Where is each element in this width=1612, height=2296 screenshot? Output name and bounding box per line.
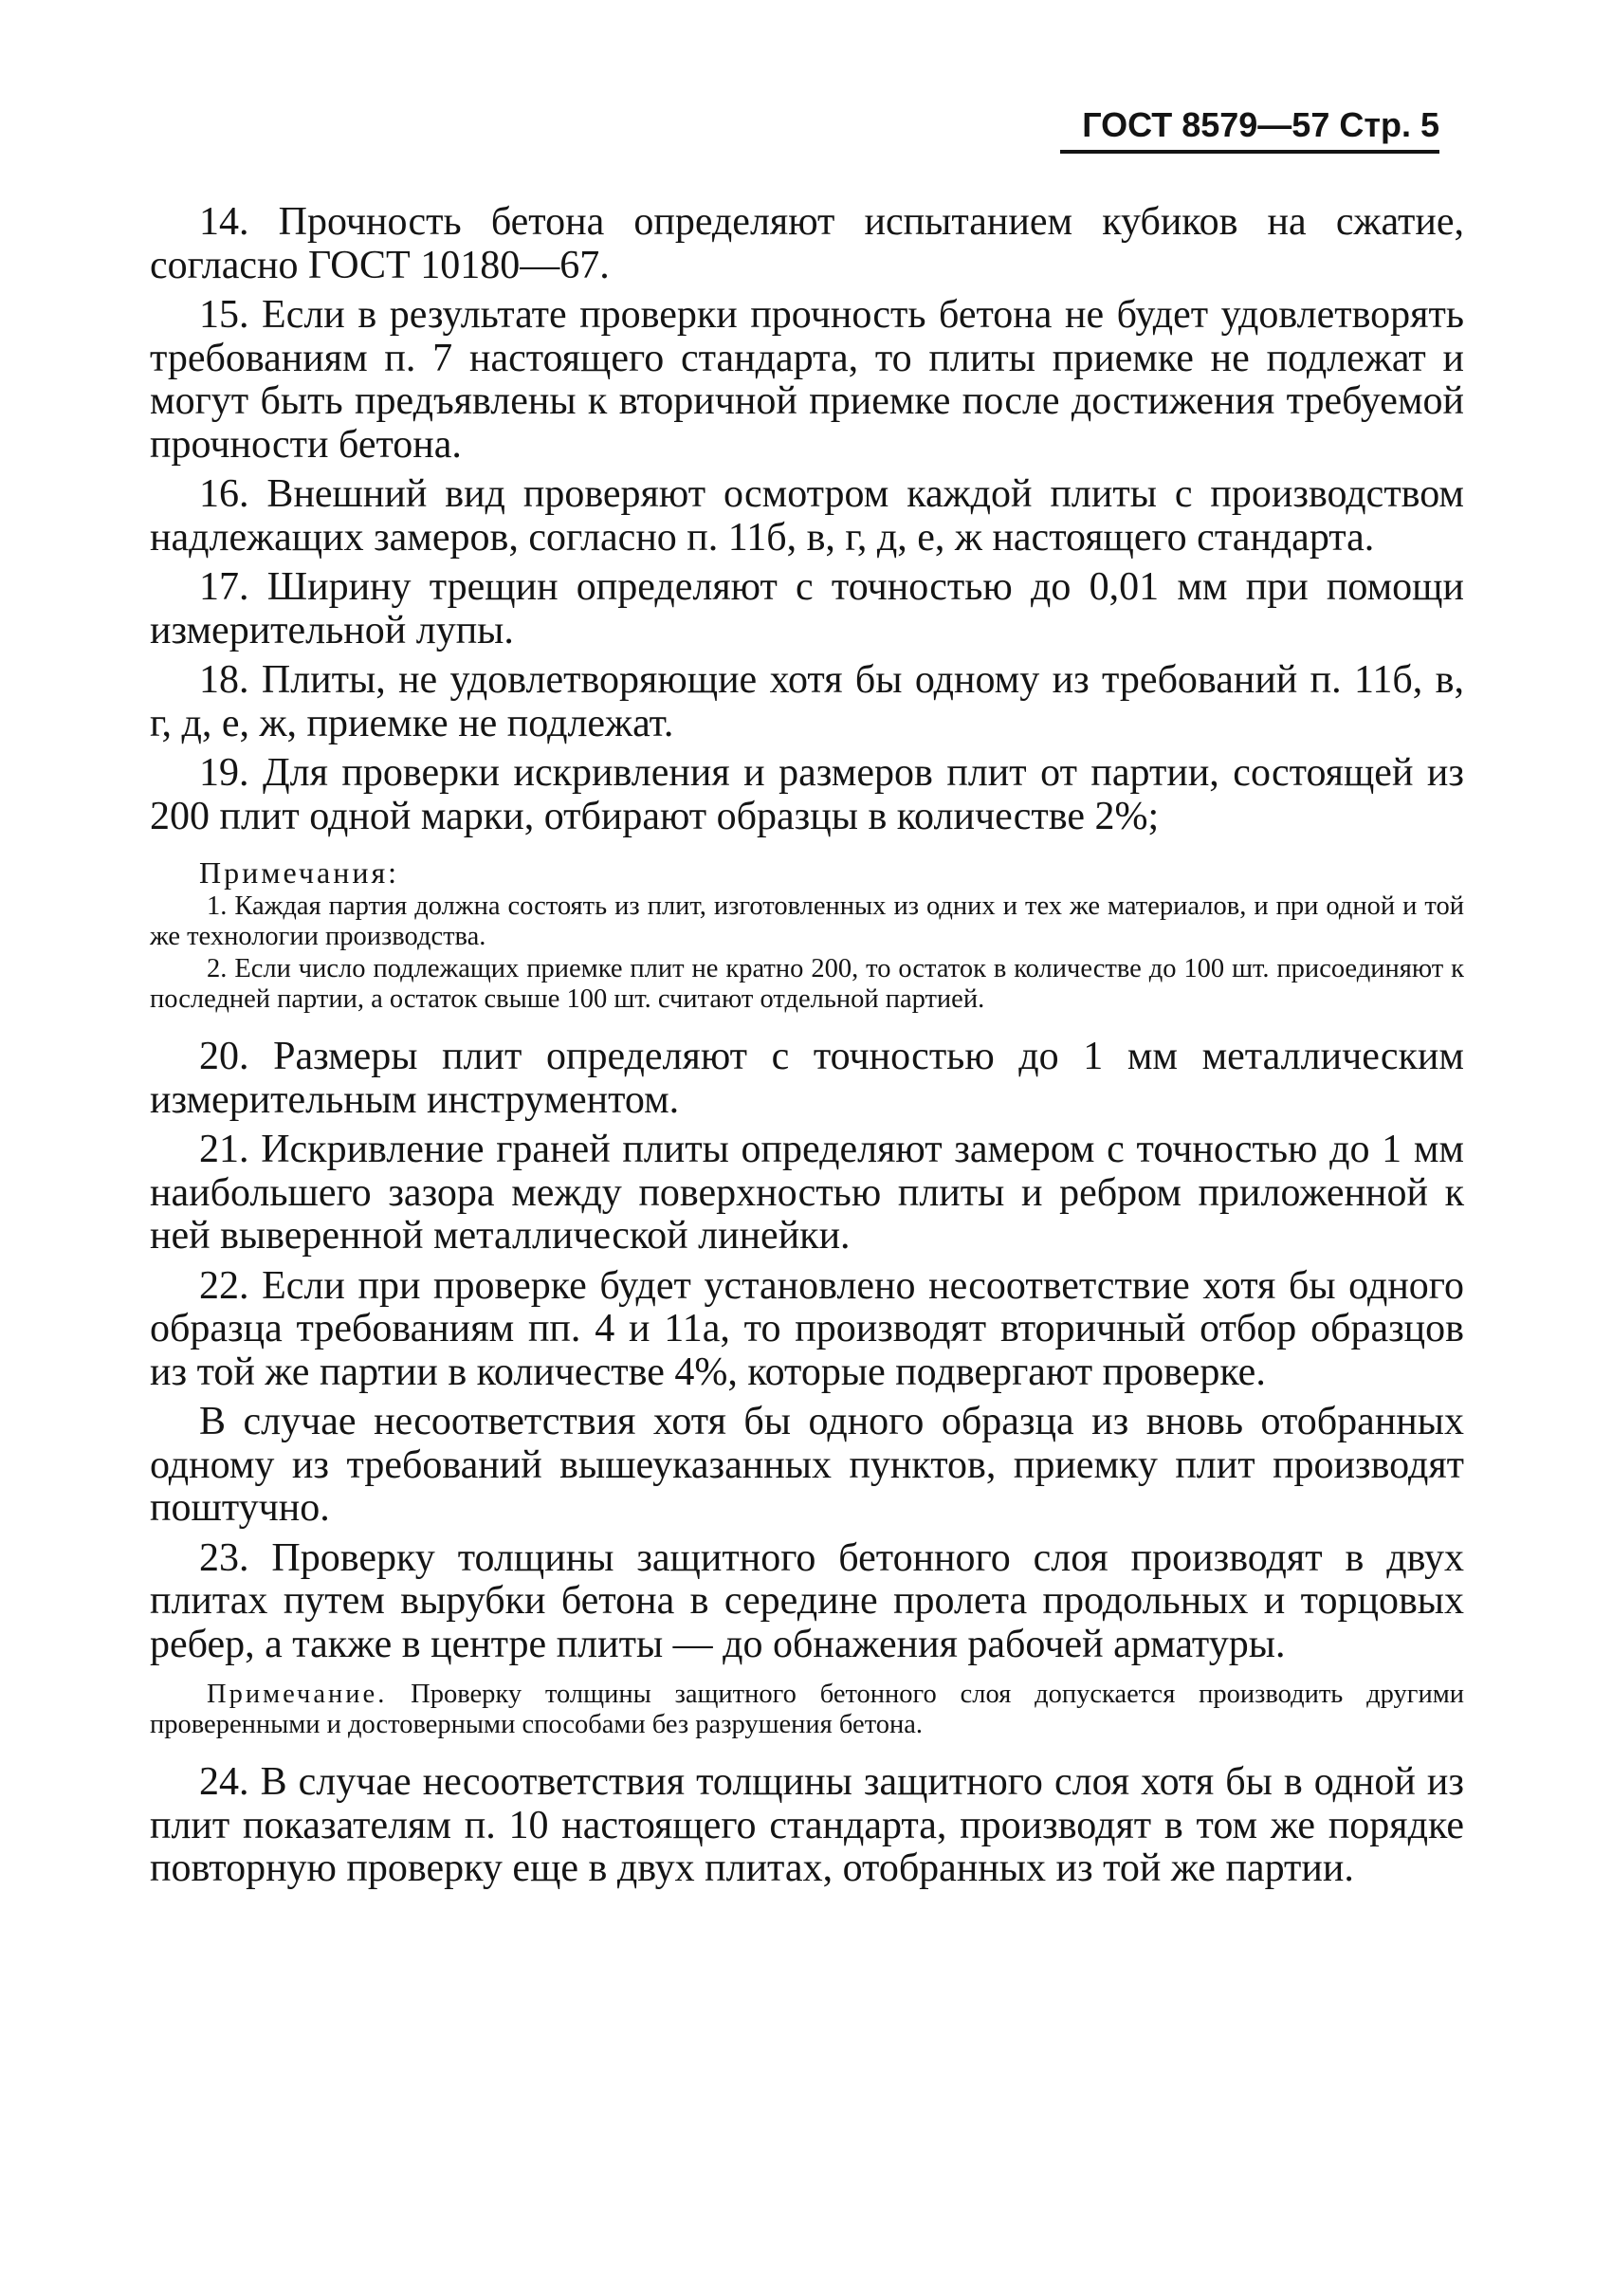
paragraph-22-continued: В случае несоответствия хотя бы одного образца из вновь отобранных одному из требований вышеуказанных пунктов, приемку плит производят поштучно.	[150, 1400, 1464, 1530]
paragraph-19: 19. Для проверки искривления и размеров плит от партии, состоящей из 200 плит одной марки, отбирают образцы в количестве 2%;	[150, 751, 1464, 838]
paragraph-22: 22. Если при проверке будет установлено несоответствие хотя бы одного образца требованиям пп. 4 и 11а, то производят вторичный отбор образцов из той же партии в количестве 4%, которые подвергают проверке.	[150, 1263, 1464, 1394]
paragraph-16: 16. Внешний вид проверяют осмотром каждой плиты с производством надлежащих замеров, согласно п. 11б, в, г, д, е, ж настоящего стандарта.	[150, 472, 1464, 560]
notes-title: Примечания:	[199, 855, 400, 890]
document-body	[150, 201, 1464, 1898]
paragraph-21: 21. Искривление граней плиты определяют замером с точностью до 1 мм наибольшего зазора между поверхностью плиты и ребром приложенной к ней выверенной металлической линейки.	[150, 1128, 1464, 1258]
note-2-text: Проверку толщины защитного бетонного слоя допускается производить другими проверенными и достоверными способами без разрушения бетона.	[150, 1680, 1464, 1739]
paragraph-24: 24. В случае несоответствия толщины защитного слоя хотя бы в одной из плит показателям п. 10 настоящего стандарта, производят в том же порядке повторную проверку еще в двух плитах, отобранных из той же партии.	[150, 1760, 1464, 1890]
paragraph-14: 14. Прочность бетона определяют испытанием кубиков на сжатие, согласно ГОСТ 10180—67.	[150, 200, 1464, 287]
paragraph-18: 18. Плиты, не удовлетворяющие хотя бы одному из требований п. 11б, в, г, д, е, ж, приемке не подлежат.	[150, 658, 1464, 745]
paragraph-15: 15. Если в результате проверки прочность бетона не будет удовлетворять требованиям п. 7 настоящего стандарта, то плиты приемке не подлежат и могут быть предъявлены к вторичной приемке после достижения требуемой прочности бетона.	[150, 293, 1464, 467]
paragraph-17: 17. Ширину трещин определяют с точностью до 0,01 мм при помощи измерительной лупы.	[150, 565, 1464, 652]
paragraph-20: 20. Размеры плит определяют с точностью до 1 мм металлическим измерительным инструментом.	[150, 1035, 1464, 1122]
note-2-lead: Примечание.	[207, 1680, 388, 1709]
note-2	[150, 1680, 1464, 1740]
notes-block	[150, 855, 1464, 1015]
page-header: ГОСТ 8579—57 Стр. 5	[1060, 106, 1439, 154]
note-item-1: 1. Каждая партия должна состоять из плит, изготовленных из одних и тех же материалов, и при одной и той же технологии производства.	[150, 891, 1464, 951]
paragraph-23: 23. Проверку толщины защитного бетонного слоя производят в двух плитах путем вырубки бетона в середине пролета продольных и торцовых ребер, а также в центре плиты — до обнажения рабочей арматуры.	[150, 1535, 1464, 1666]
note-item-2: 2. Если число подлежащих приемке плит не кратно 200, то остаток в количестве до 100 шт. присоединяют к последней партии, а остаток свыше 100 шт. считают отдельной партией.	[150, 954, 1464, 1014]
note-block-2	[150, 1680, 1464, 1740]
